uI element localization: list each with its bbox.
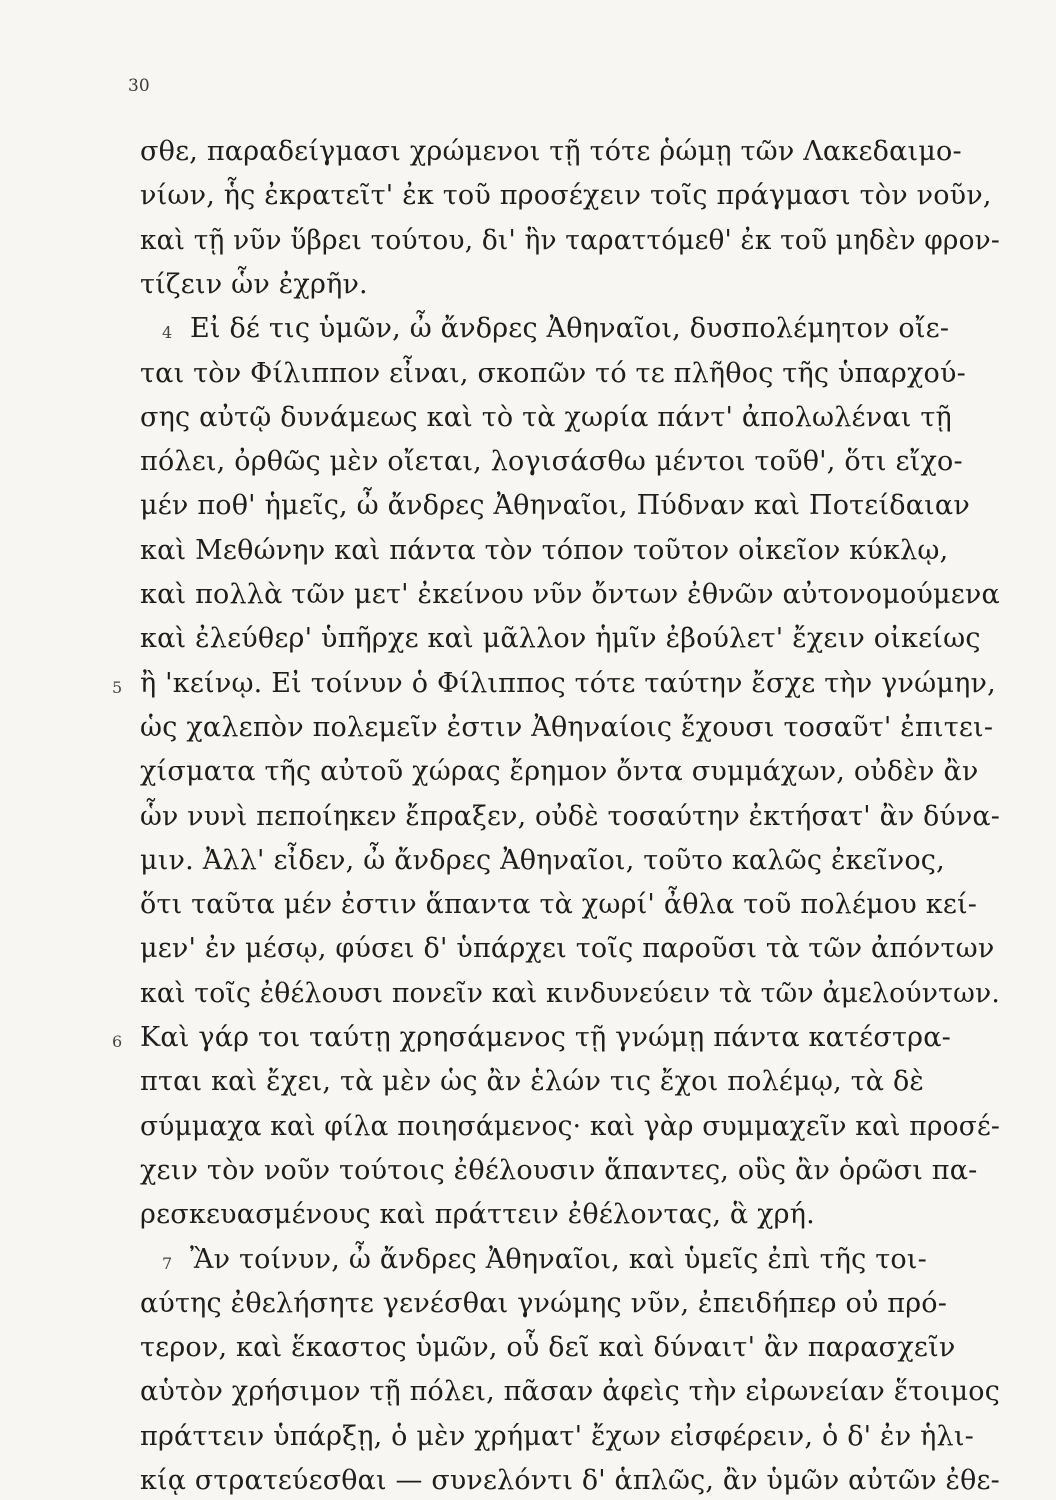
text-line bbox=[140, 712, 993, 743]
text-line-content: τερον, καὶ ἕκαστος ὑμῶν, οὗ δεῖ καὶ δύναιτ' ἂν παρασχεῖν bbox=[140, 1332, 956, 1364]
text-line bbox=[140, 136, 962, 167]
text-line bbox=[140, 579, 1000, 610]
text-line-content: ὧν νυνὶ πεποίηκεν ἔπραξεν, οὐδὲ τοσαύτην ἐκτήσατ' ἂν δύνα- bbox=[140, 800, 1000, 832]
text-line bbox=[140, 801, 1006, 832]
section-number: 5 bbox=[112, 677, 123, 697]
text-line bbox=[140, 1421, 974, 1452]
text-line-content: καὶ τοῖς ἐθέλουσι πονεῖν καὶ κινδυνεύειν τὰ τῶν ἀμελούντων. bbox=[140, 977, 1001, 1009]
text-line bbox=[140, 1465, 1004, 1496]
text-line-content: μέν ποθ' ἡμεῖς, ὦ ἄνδρες Ἀθηναῖοι, Πύδναν καὶ Ποτείδαιαν bbox=[140, 490, 970, 522]
text-line bbox=[140, 269, 368, 300]
text-line bbox=[140, 180, 992, 211]
text-line-content: πόλει, ὀρθῶς μὲν οἴεται, λογισάσθω μέντοι τοῦθ', ὅτι εἴχο- bbox=[140, 446, 963, 478]
section-number: 6 bbox=[112, 1032, 123, 1051]
text-line-content: καὶ πολλὰ τῶν μετ' ἐκείνου νῦν ὄντων ἐθνῶν αὐτονομούμενα bbox=[140, 579, 1000, 610]
text-line-content: σύμμαχα καὶ φίλα ποιησάμενος· καὶ γὰρ συμμαχεῖν καὶ προσέ- bbox=[140, 1110, 1001, 1142]
text-line bbox=[140, 1066, 924, 1097]
text-line-content: αύτης ἐθελήσητε γενέσθαι γνώμης νῦν, ἐπειδήπερ οὐ πρό- bbox=[140, 1287, 948, 1319]
text-line-content: καὶ ἐλεύθερ' ὑπῆρχε καὶ μᾶλλον ἡμῖν ἐβούλετ' ἔχειν οἰκείως bbox=[140, 623, 981, 655]
text-line bbox=[140, 845, 945, 876]
text-line-content: τίζειν ὧν ἐχρῆν. bbox=[140, 268, 368, 300]
text-line bbox=[140, 446, 963, 477]
text-line bbox=[140, 1199, 815, 1230]
text-line-content: ρεσκευασμένους καὶ πράττειν ἐθέλοντας, ἃ χρή. bbox=[140, 1199, 815, 1231]
text-line-content: σης αὐτῷ δυνάμεως καὶ τὸ τὰ χωρία πάντ' ἀπολωλέναι τῇ bbox=[140, 401, 952, 433]
text-line bbox=[140, 1288, 947, 1319]
text-line bbox=[140, 225, 1021, 256]
text-line-content: αὑτὸν χρήσιμον τῇ πόλει, πᾶσαν ἀφεὶς τὴν εἰρωνείαν ἕτοιμος bbox=[140, 1376, 1001, 1408]
text-line bbox=[162, 313, 950, 345]
text-line-content: πται καὶ ἔχει, τὰ μὲν ὡς ἂν ἑλών τις ἔχοι πολέμῳ, τὰ δὲ bbox=[140, 1066, 925, 1098]
text-line-content: ὅτι ταῦτα μέν ἐστιν ἅπαντα τὰ χωρί' ἆθλα τοῦ πολέμου κεί- bbox=[140, 889, 978, 921]
text-line bbox=[140, 535, 948, 566]
text-line-content: Ἂν τοίνυν, ὦ ἄνδρες Ἀθηναῖοι, καὶ ὑμεῖς ἐπὶ τῆς τοι- bbox=[190, 1243, 927, 1275]
text-line-content: καὶ τῇ νῦν ὕβρει τούτου, δι' ἣν ταραττόμεθ' ἐκ τοῦ μηδὲν φρον- bbox=[140, 224, 1000, 256]
text-line-content: μεν' ἐν μέσῳ, φύσει δ' ὑπάρχει τοῖς παροῦσι τὰ τῶν ἀπόντων bbox=[140, 933, 995, 965]
text-line bbox=[140, 889, 977, 920]
text-line bbox=[112, 1022, 951, 1053]
section-number: 7 bbox=[162, 1253, 173, 1273]
text-line-content: χίσματα τῆς αὐτοῦ χώρας ἔρημον ὄντα συμμάχων, οὐδὲν ἂν bbox=[140, 756, 979, 788]
text-line-content: νίων, ἧς ἐκρατεῖτ' ἐκ τοῦ προσέχειν τοῖς πράγμασι τὸν νοῦν, bbox=[140, 180, 992, 212]
text-line bbox=[140, 1332, 955, 1363]
text-line bbox=[112, 667, 996, 699]
text-line-content: χειν τὸν νοῦν τούτοις ἐθέλουσιν ἅπαντες, οὓς ἂν ὁρῶσι πα- bbox=[140, 1154, 978, 1186]
text-line bbox=[140, 978, 1012, 1009]
text-line-content: σθε, παραδείγμασι χρώμενοι τῇ τότε ῥώμῃ τῶν Λακεδαιμο- bbox=[140, 136, 962, 167]
text-line-content: Εἰ δέ τις ὑμῶν, ὦ ἄνδρες Ἀθηναῖοι, δυσπολέμητον οἴε- bbox=[190, 313, 950, 345]
text-line-content: μιν. Ἀλλ' εἶδεν, ὦ ἄνδρες Ἀθηναῖοι, τοῦτο καλῶς ἐκεῖνος, bbox=[140, 844, 945, 876]
page-number: 30 bbox=[128, 76, 150, 96]
section-number: 4 bbox=[162, 323, 173, 343]
text-line bbox=[140, 1111, 1017, 1142]
text-line bbox=[140, 1155, 978, 1186]
text-line bbox=[140, 933, 994, 964]
text-line-content: Καὶ γάρ τοι ταύτῃ χρησάμενος τῇ γνώμῃ πάντα κατέστρα- bbox=[140, 1022, 951, 1053]
text-line-content: πράττειν ὑπάρξῃ, ὁ μὲν χρήματ' ἔχων εἰσφέρειν, ὁ δ' ἐν ἡλι- bbox=[140, 1420, 974, 1452]
text-line bbox=[140, 1376, 1002, 1407]
text-line-content: ἢ 'κείνῳ. Εἰ τοίνυν ὁ Φίλιππος τότε ταύτην ἔσχε τὴν γνώμην, bbox=[140, 667, 996, 699]
text-line bbox=[140, 402, 952, 433]
text-line bbox=[140, 623, 981, 654]
text-line-content: κίᾳ στρατεύεσθαι — συνελόντι δ' ἁπλῶς, ἂν ὑμῶν αὐτῶν ἐθε- bbox=[140, 1465, 1000, 1496]
text-line bbox=[140, 358, 966, 389]
text-line bbox=[162, 1243, 927, 1275]
text-line-content: ὡς χαλεπὸν πολεμεῖν ἐστιν Ἀθηναίοις ἔχουσι τοσαῦτ' ἐπιτει- bbox=[140, 711, 994, 743]
text-line bbox=[140, 756, 979, 787]
text-line-content: καὶ Μεθώνην καὶ πάντα τὸν τόπον τοῦτον οἰκεῖον κύκλῳ, bbox=[140, 534, 949, 566]
text-line bbox=[140, 490, 970, 521]
text-line-content: ται τὸν Φίλιππον εἶναι, σκοπῶν τό τε πλῆθος τῆς ὑπαρχού- bbox=[140, 357, 966, 389]
